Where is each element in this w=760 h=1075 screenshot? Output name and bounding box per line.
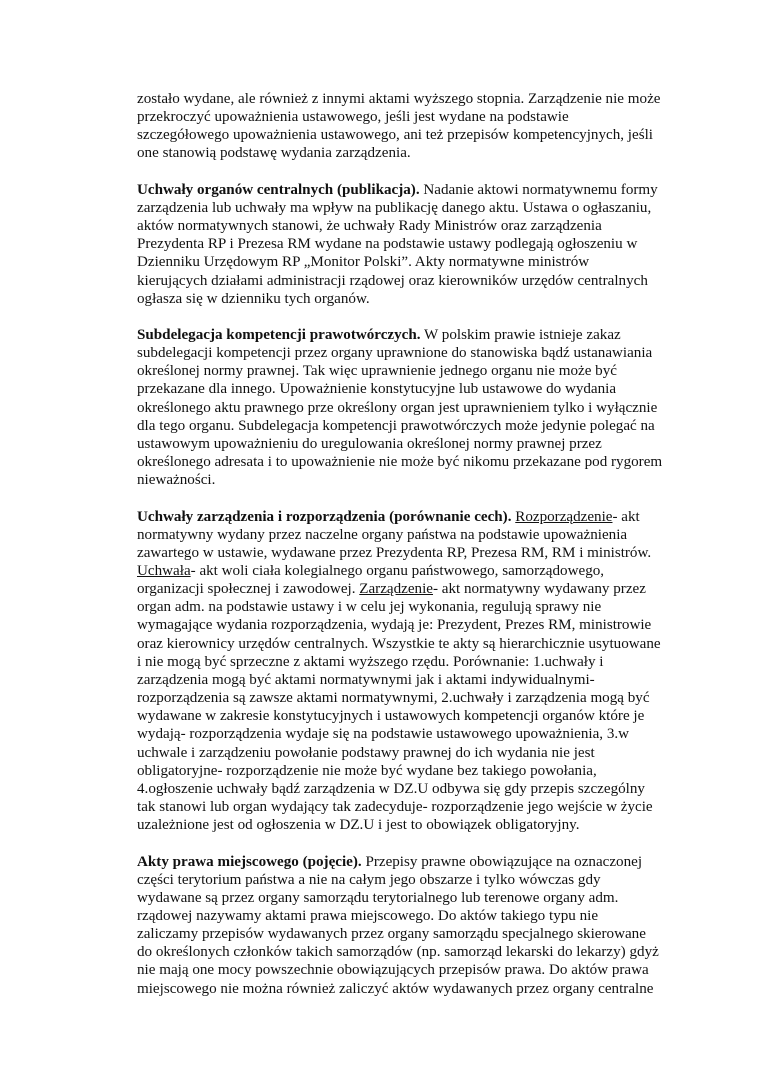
text-line: ogłasza się w dzienniku tych organów. xyxy=(137,290,370,307)
text-line: wydawane są przez organy samorządu terytorialnego lub terenowe organy adm. xyxy=(137,889,619,906)
term-rozporzadzenie: Rozporządzenie xyxy=(515,508,613,525)
intro-paragraph xyxy=(137,90,673,163)
text-fragment: - akt xyxy=(612,508,640,525)
text-line: aktów normatywnych stanowi, że uchwały Rady Ministrów oraz zarządzenia xyxy=(137,218,602,235)
text-line: określonej normy prawnej. Tak więc uprawnienie jednego organu nie może być xyxy=(137,363,617,380)
text-line: wydają- rozporządzenia wydaje się na podstawie ustawowego upoważnienia, 3.w xyxy=(137,726,630,743)
akty-prawa-paragraph xyxy=(137,853,673,998)
text-line: zarządzenia lub uchwały ma wpływ na publikację danego aktu. Ustawa o ogłaszaniu, xyxy=(137,199,652,216)
text-line: 4.ogłoszenie uchwały bądź zarządzenia w DZ.U odbywa się gdy przepis szczególny xyxy=(137,780,645,797)
text-line: do określonych członków takich samorządów (np. samorząd lekarski do lekarzy) gdyż xyxy=(137,944,659,961)
text-line xyxy=(137,326,673,344)
text-line: zaliczamy przepisów wydawanych przez organy samorządu specjalnego skierowane xyxy=(137,926,646,943)
text-fragment: Nadanie aktowi normatywnemu formy xyxy=(419,181,658,198)
subdelegacja-paragraph xyxy=(137,326,673,489)
text-line: określonego aktu prawnego prze określony organ jest uprawnieniem tylko i wyłącznie xyxy=(137,399,658,416)
text-fragment: W polskim prawie istnieje zakaz xyxy=(420,327,621,343)
section-heading: Uchwały zarządzenia i rozporządzenia (porównanie cech). xyxy=(137,508,512,525)
text-line: określonego adresata i to upoważnienie nie może być nikomu przekazane pod rygorem xyxy=(137,454,663,471)
text-line: Dzienniku Urzędowym RP „Monitor Polski”. Akty normatywne ministrów xyxy=(137,254,590,271)
text-line: dla tego organu. Subdelegacja kompetencji prawotwórczych może jedynie polegać na xyxy=(137,417,655,434)
section-heading: Subdelegacja kompetencji prawotwórczych. xyxy=(137,327,421,343)
text-line: zostało wydane, ale również z innymi aktami wyższego stopnia. Zarządzenie nie może xyxy=(137,91,661,107)
term-uchwala: Uchwała xyxy=(137,563,191,580)
text-line: przekroczyć upoważnienia ustawowego, jeśli jest wydane na podstawie xyxy=(137,109,569,126)
text-line: ustawowym upoważnieniu do uregulowania określonej normy prawnej przez xyxy=(137,435,602,452)
text-line: rozporządzenia są zawsze aktami normatywnymi, 2.uchwały i zarządzenia mogą być xyxy=(137,690,650,707)
text-line: subdelegacji kompetencji przez organy uprawnione do stanowiska bądź ustanawiania xyxy=(137,345,653,362)
text-line: szczegółowego upoważnienia ustawowego, ani też przepisów kompetencyjnych, jeśli xyxy=(137,127,653,144)
text-line xyxy=(137,580,673,598)
text-line: miejscowego nie można również zaliczyć aktów wydawanych przez organy centralne xyxy=(137,980,654,997)
text-line xyxy=(137,181,673,199)
text-line: zawartego w ustawie, wydawane przez Prezydenta RP, Prezesa RM, RM i ministrów. xyxy=(137,544,652,561)
text-line: uzależnione jest od ogłoszenia w DZ.U i jest to obowiązek obligatoryjny. xyxy=(137,817,580,834)
text-line: kierujących działami administracji rządowej oraz kierowników urzędów centralnych xyxy=(137,272,648,289)
text-line: rządowej nazywamy aktami prawa miejscowego. Do aktów takiego typu nie xyxy=(137,907,599,924)
text-line: wydawane w zakresie konstytucyjnych i ustawowych kompetencji organów które je xyxy=(137,708,645,725)
text-line: organ adm. na podstawie ustawy i w celu jej wykonania, regulują sprawy nie xyxy=(137,599,602,616)
section-heading: Uchwały organów centralnych (publikacja). xyxy=(137,181,420,198)
text-line: oraz kierownicy urzędów centralnych. Wszystkie te akty są hierarchicznie usytuowane xyxy=(137,635,661,652)
text-fragment: - akt normatywny wydawany przez xyxy=(433,581,646,598)
text-line xyxy=(137,853,673,871)
text-line: przekazane dla innego. Upoważnienie konstytucyjne lub ustawowe do wydania xyxy=(137,381,617,398)
text-line: obligatoryjne- rozporządzenie nie może być wydane bez takiego powołania, xyxy=(137,762,597,779)
text-line: zarządzenia mogą być aktami normatywnymi jak i aktami indywidualnymi- xyxy=(137,671,595,688)
text-fragment: - akt woli ciała kolegialnego organu państwowego, samorządowego, xyxy=(190,563,605,580)
text-line: wymagające wydania rozporządzenia, wydają je: Prezydent, Prezes RM, ministrowie xyxy=(137,617,652,634)
text-line: części terytorium państwa a nie na całym jego obszarze i tylko wówczas gdy xyxy=(137,871,601,888)
text-fragment: Przepisy prawne obowiązujące na oznaczonej xyxy=(361,853,643,870)
text-fragment: organizacji społecznej i zawodowej. xyxy=(137,581,360,598)
section-heading: Akty prawa miejscowego (pojęcie). xyxy=(137,853,362,870)
text-line: tak stanowi lub organ wydający tak zadecyduje- rozporządzenie jego wejście w życie xyxy=(137,799,653,816)
text-line: one stanowią podstawę wydania zarządzenia. xyxy=(137,145,411,162)
text-line: nie mają one mocy powszechnie obowiązujących przepisów prawa. Do aktów prawa xyxy=(137,962,649,979)
text-line xyxy=(137,508,673,526)
text-line: normatywny wydany przez naczelne organy państwa na podstawie upoważnienia xyxy=(137,526,628,543)
text-line: i nie mogą być sprzeczne z aktami wyższego rzędu. Porównanie: 1.uchwały i xyxy=(137,653,604,670)
text-line: nieważności. xyxy=(137,472,216,489)
porownanie-paragraph xyxy=(137,508,673,835)
uchwaly-organow-paragraph xyxy=(137,181,673,308)
document-page xyxy=(137,90,673,1016)
text-line xyxy=(137,562,673,580)
term-zarzadzenie: Zarządzenie xyxy=(359,581,433,598)
text-line: uchwale i zarządzeniu powołanie podstawy prawnej do ich wydania nie jest xyxy=(137,744,595,761)
text-line: Prezydenta RP i Prezesa RM wydane na podstawie ustawy podlegają ogłoszeniu w xyxy=(137,236,638,253)
